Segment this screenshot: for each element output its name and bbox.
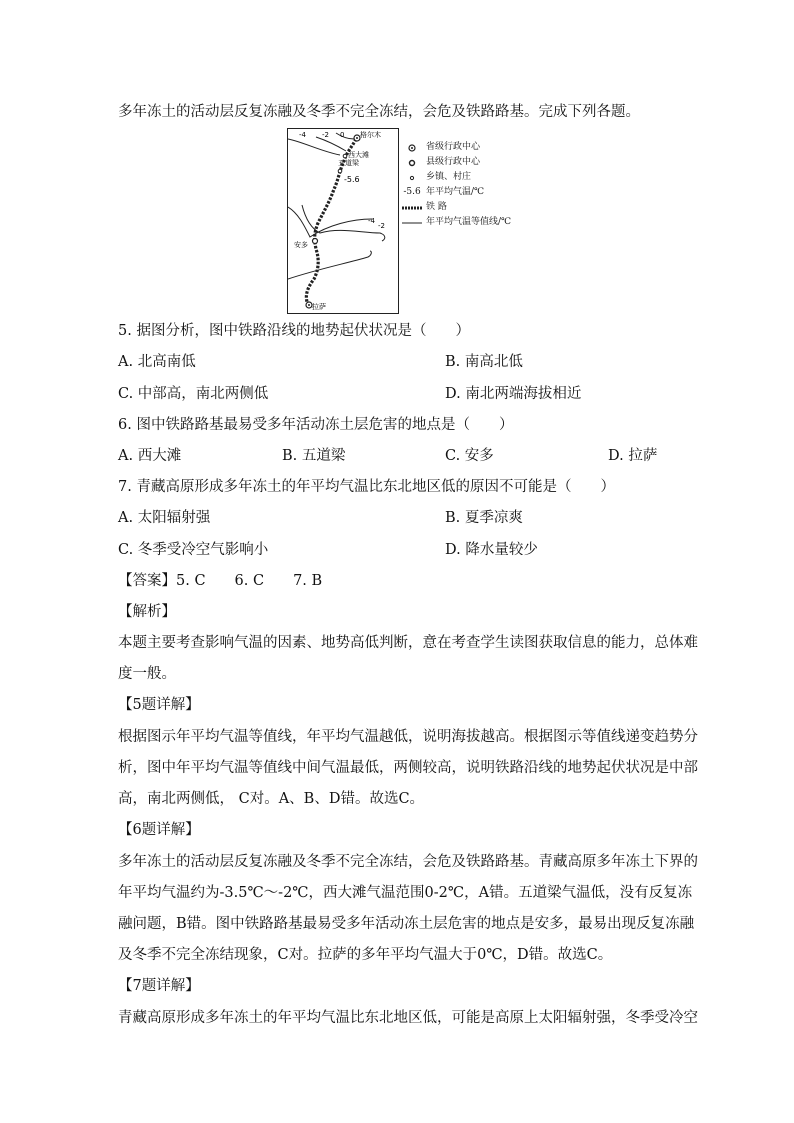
q7-detail-text: 青藏高原形成多年冻土的年平均气温比东北地区低，可能是高原上太阳辐射强，冬季受冷空 xyxy=(118,1010,698,1026)
anduo-marker xyxy=(313,239,318,244)
wudaoliang-marker xyxy=(338,169,342,173)
question-7-stem: 7. 青藏高原形成多年冻土的年平均气温比东北地区低的原因不可能是（ ） xyxy=(118,479,615,495)
q6-option-d: D. 拉萨 xyxy=(608,448,658,464)
railway-map xyxy=(287,128,399,314)
intro-text: 多年冻土的活动层反复冻融及冬季不完全冻结，会危及铁路路基。完成下列各题。 xyxy=(118,104,640,120)
xidatan-marker xyxy=(343,154,347,158)
place-label: 西大滩 xyxy=(348,151,369,159)
railway-icon xyxy=(400,205,424,211)
place-label: 安多 xyxy=(294,241,308,249)
q6-detail-text: 多年冻土的活动层反复冻融及冬季不完全冻结，会危及铁路路基。青藏高原多年冻土下界的 xyxy=(118,854,698,870)
q5-detail-text: 析，图中年平均气温等值线中间气温最低，两侧较高，说明铁路沿线的地势起伏状况是中部 xyxy=(118,760,698,776)
analysis-text: 本题主要考查影响气温的因素、地势高低判断，意在考查学生读图获取信息的能力，总体难 xyxy=(118,635,698,651)
legend-item: 年平均气温等值线/℃ xyxy=(400,215,511,230)
q7-option-a: A. 太阳辐射强 xyxy=(118,510,211,526)
town-village-icon xyxy=(400,174,424,182)
legend-item: -5.6 年平均气温/℃ xyxy=(400,185,511,200)
provincial-center-icon xyxy=(400,144,424,152)
isotherm-line xyxy=(336,133,354,139)
isotherm-line xyxy=(288,139,340,155)
legend-item: 乡镇、村庄 xyxy=(400,170,511,185)
question-6-stem: 6. 图中铁路路基最易受多年活动冻土层危害的地点是（ ） xyxy=(118,417,514,433)
legend-item: 省级行政中心 xyxy=(400,140,511,155)
legend-item: 铁 路 xyxy=(400,200,511,215)
temp-point-label: -5.6 xyxy=(344,175,360,184)
q5-option-b: B. 南高北低 xyxy=(445,354,523,370)
analysis-text: 度一般。 xyxy=(118,666,176,682)
isotherm-line xyxy=(288,251,371,279)
contour-label: -4 xyxy=(368,217,375,225)
county-center-icon xyxy=(400,159,424,167)
q5-detail-heading: 【5题详解】 xyxy=(118,697,200,713)
q6-detail-heading: 【6题详解】 xyxy=(118,822,200,838)
map-legend xyxy=(400,140,511,230)
q5-option-d: D. 南北两端海拔相近 xyxy=(445,386,582,402)
contour-label: -4 xyxy=(299,131,306,139)
legend-item: 县级行政中心 xyxy=(400,155,511,170)
q6-option-c: C. 安多 xyxy=(445,448,494,464)
place-label: 拉萨 xyxy=(312,303,326,311)
q5-option-a: A. 北高南低 xyxy=(118,354,196,370)
isotherm-icon xyxy=(400,220,424,226)
q6-detail-text: 及冬季不完全冻结现象，C对。拉萨的多年平均气温大于0℃，D错。故选C。 xyxy=(118,947,613,963)
place-label: 格尔木 xyxy=(360,131,381,139)
q7-option-b: B. 夏季凉爽 xyxy=(445,510,523,526)
temp-value-symbol: -5.6 xyxy=(403,187,421,197)
q7-option-c: C. 冬季受冷空气影响小 xyxy=(118,542,269,558)
contour-label: -2 xyxy=(378,222,385,230)
contour-label: 0 xyxy=(340,131,345,139)
q5-option-c: C. 中部高，南北两侧低 xyxy=(118,386,269,402)
question-5-stem: 5. 据图分析，图中铁路沿线的地势起伏状况是（ ） xyxy=(118,323,470,339)
q7-option-d: D. 降水量较少 xyxy=(445,542,538,558)
q5-detail-text: 根据图示年平均气温等值线，年平均气温越低，说明海拔越高。根据图示等值线递变趋势分 xyxy=(118,729,698,745)
contour-label: -2 xyxy=(322,131,329,139)
q6-option-a: A. 西大滩 xyxy=(118,448,182,464)
q5-detail-text: 高，南北两侧低， C对。A、B、D错。故选C。 xyxy=(118,791,425,807)
isotherm-line xyxy=(288,207,372,237)
q6-detail-text: 年平均气温约为-3.5℃～-2℃，西大滩气温范围0-2℃，A错。五道梁气温低，没有反复冻 xyxy=(118,885,693,901)
isotherm-line xyxy=(316,137,346,151)
analysis-heading: 【解析】 xyxy=(118,604,176,620)
answer-line: 【答案】5. C 6. C 7. B xyxy=(118,573,323,589)
q6-option-b: B. 五道梁 xyxy=(282,448,346,464)
q7-detail-heading: 【7题详解】 xyxy=(118,978,200,994)
q6-detail-text: 融问题，B错。图中铁路路基最易受多年活动冻土层危害的地点是安多，最易出现反复冻融 xyxy=(118,916,695,932)
place-label: 五道梁 xyxy=(338,159,359,167)
